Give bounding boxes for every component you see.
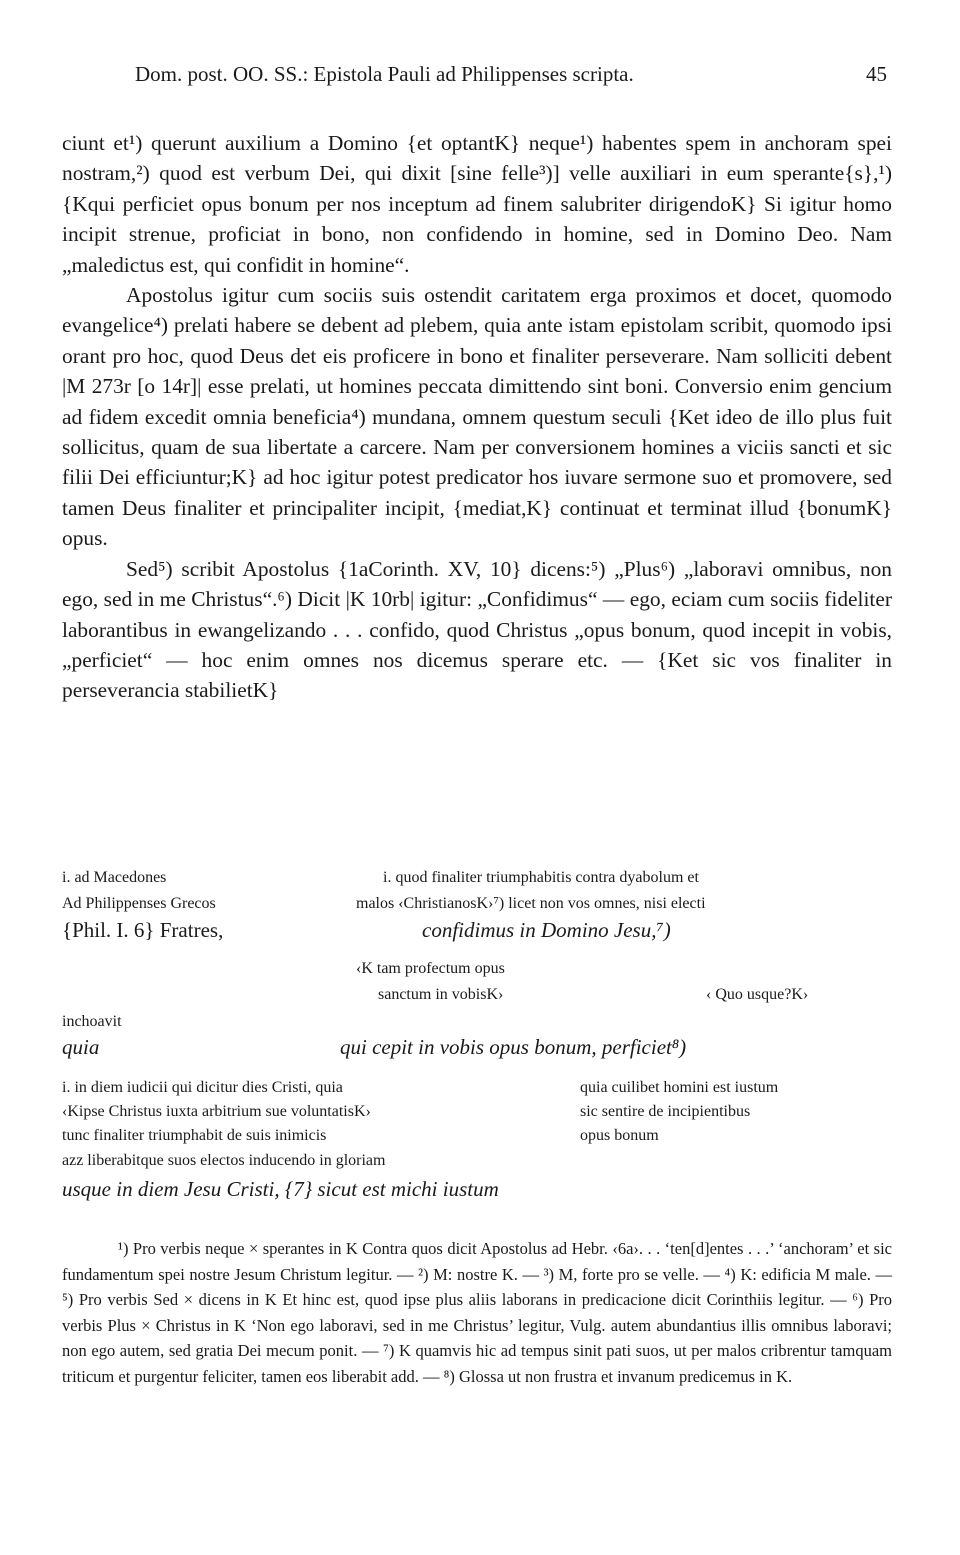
gloss-lemma: confidimus in Domino Jesu,⁷) (422, 918, 671, 942)
gloss-line: i. quod finaliter triumphabitis contra dyabolum et (383, 869, 699, 886)
gloss-line: i. ad Macedones (62, 869, 167, 886)
running-title: Dom. post. OO. SS.: Epistola Pauli ad Philippenses scripta. (135, 62, 634, 86)
gloss-line: azz liberabitque suos electos inducendo in gloriam (62, 1152, 386, 1169)
paragraph-3: Sed⁵) scribit Apostolus {1aCorinth. XV, 10} dicens:⁵) „Plus⁶) „laboravi omnibus, non ego, sed in me Christus“.⁶) Dicit |K 10rb| igitur: „Confidimus“ — ego, eciam cum sociis fideliter laborantibus in ewangelizando . . . confido, quod Christus „opus bonum, quod incepit in vobis, „perficiet“ — hoc enim omnes nos dicemus sperare etc. — {Ket sic vos finaliter in perseverancia stabilietK} (62, 556, 892, 703)
page-number: 45 (866, 62, 887, 86)
gloss-line: tunc finaliter triumphabit de suis inimicis (62, 1127, 327, 1144)
gloss-line: malos ‹ChristianosK›⁷) licet non vos omnes, nisi electi (356, 895, 706, 912)
footnote-text: ¹) Pro verbis neque × sperantes in K Contra quos dicit Apostolus ad Hebr. ‹6a›. . . ‘ten[d]entes . . .’ ‘anchoram’ et sic fundamentum spei nostre Jesum Christum legitur. — ²) M: nostre K. — ³) M, forte pro se velle. — ⁴) K: edificia M male. — ⁵) Pro verbis Sed × dicens in K Et hinc est, quod ipse plus aliis laborans in predicacione dicit Corinthiis legitur. — ⁶) Pro verbis Plus × Christus in K ‘Non ego laboravi, sed in me Christus’ legitur, Vulg. autem abundantius illis omnibus laboravi; non ego autem, sed gratia Dei mecum ponit. — ⁷) K quamvis hic ad tempus sinit pati suos, ut per malos cribrentur tamquam triticum et purgentur feliciter, tamen eos liberabit add. — ⁸) Glossa ut non frustra et invanum predicemus in K. (62, 1239, 892, 1386)
main-text (62, 128, 892, 706)
gloss-line: i. in diem iudicii qui dicitur dies Cristi, quia (62, 1079, 343, 1096)
gloss-line: Ad Philippenses Grecos (62, 895, 216, 912)
paragraph-2: Apostolus igitur cum sociis suis ostendit caritatem erga proximos et docet, quomodo evangelice⁴) prelati habere se debent ad plebem, quia ante istam epistolam scribit, quomodo ipsi orant pro hoc, quod Deus det eis proficere in bono et finaliter perseverare. Nam solliciti debent |M 273r [o 14r]| esse prelati, ut homines peccata dimittendo sint boni. Conversio enim gencium ad fidem excedit omnia beneficia⁴) mundana, omnem questum seculi {Ket ideo de illo plus fuit sollicitus, quam de sua libertate a carcere. Nam per conversionem homines a viciis sancti et sic filii Dei efficiuntur;K} ad hoc igitur potest predicator hos iuvare sermone suo et promovere, sed tamen Deus finaliter et principaliter incipit, {mediat,K} continuat et terminat illud {bonumK} opus. (62, 283, 892, 551)
gloss-line: sanctum in vobisK› (378, 986, 504, 1003)
gloss-line: quia cuilibet homini est iustum (580, 1079, 779, 1096)
gloss-line: ‹ Quo usque?K› (706, 986, 809, 1003)
footnotes (62, 1236, 892, 1389)
gloss-lemma: quia (62, 1035, 100, 1059)
gloss-lemma: qui cepit in vobis opus bonum, perficiet⁸) (340, 1035, 687, 1059)
gloss-line: ‹K tam profectum opus (356, 960, 505, 977)
gloss-line: sic sentire de incipientibus (580, 1103, 751, 1120)
gloss-line: ‹Kipse Christus iuxta arbitrium sue voluntatisK› (62, 1103, 371, 1120)
gloss-lemma: {Phil. I. 6} Fratres, (62, 918, 224, 942)
gloss-line: inchoavit (62, 1013, 122, 1030)
gloss-lemma: usque in diem Jesu Cristi, {7} sicut est michi iustum (62, 1177, 499, 1201)
paragraph-1: ciunt et¹) querunt auxilium a Domino {et optantK} neque¹) habentes spem in anchoram spei nostram,²) quod est verbum Dei, qui dixit [sine felle³)] velle auxiliari in eum sperante{s},¹) {Kqui perficiet opus bonum per nos inceptum ad finem salubriter dirigendoK} Si igitur homo incipit strenue, proficiat in bono, non confidendo in homine, sed in Domino Deo. Nam „maledictus est, qui confidit in homine“. (62, 131, 892, 277)
gloss-line: opus bonum (580, 1127, 659, 1144)
